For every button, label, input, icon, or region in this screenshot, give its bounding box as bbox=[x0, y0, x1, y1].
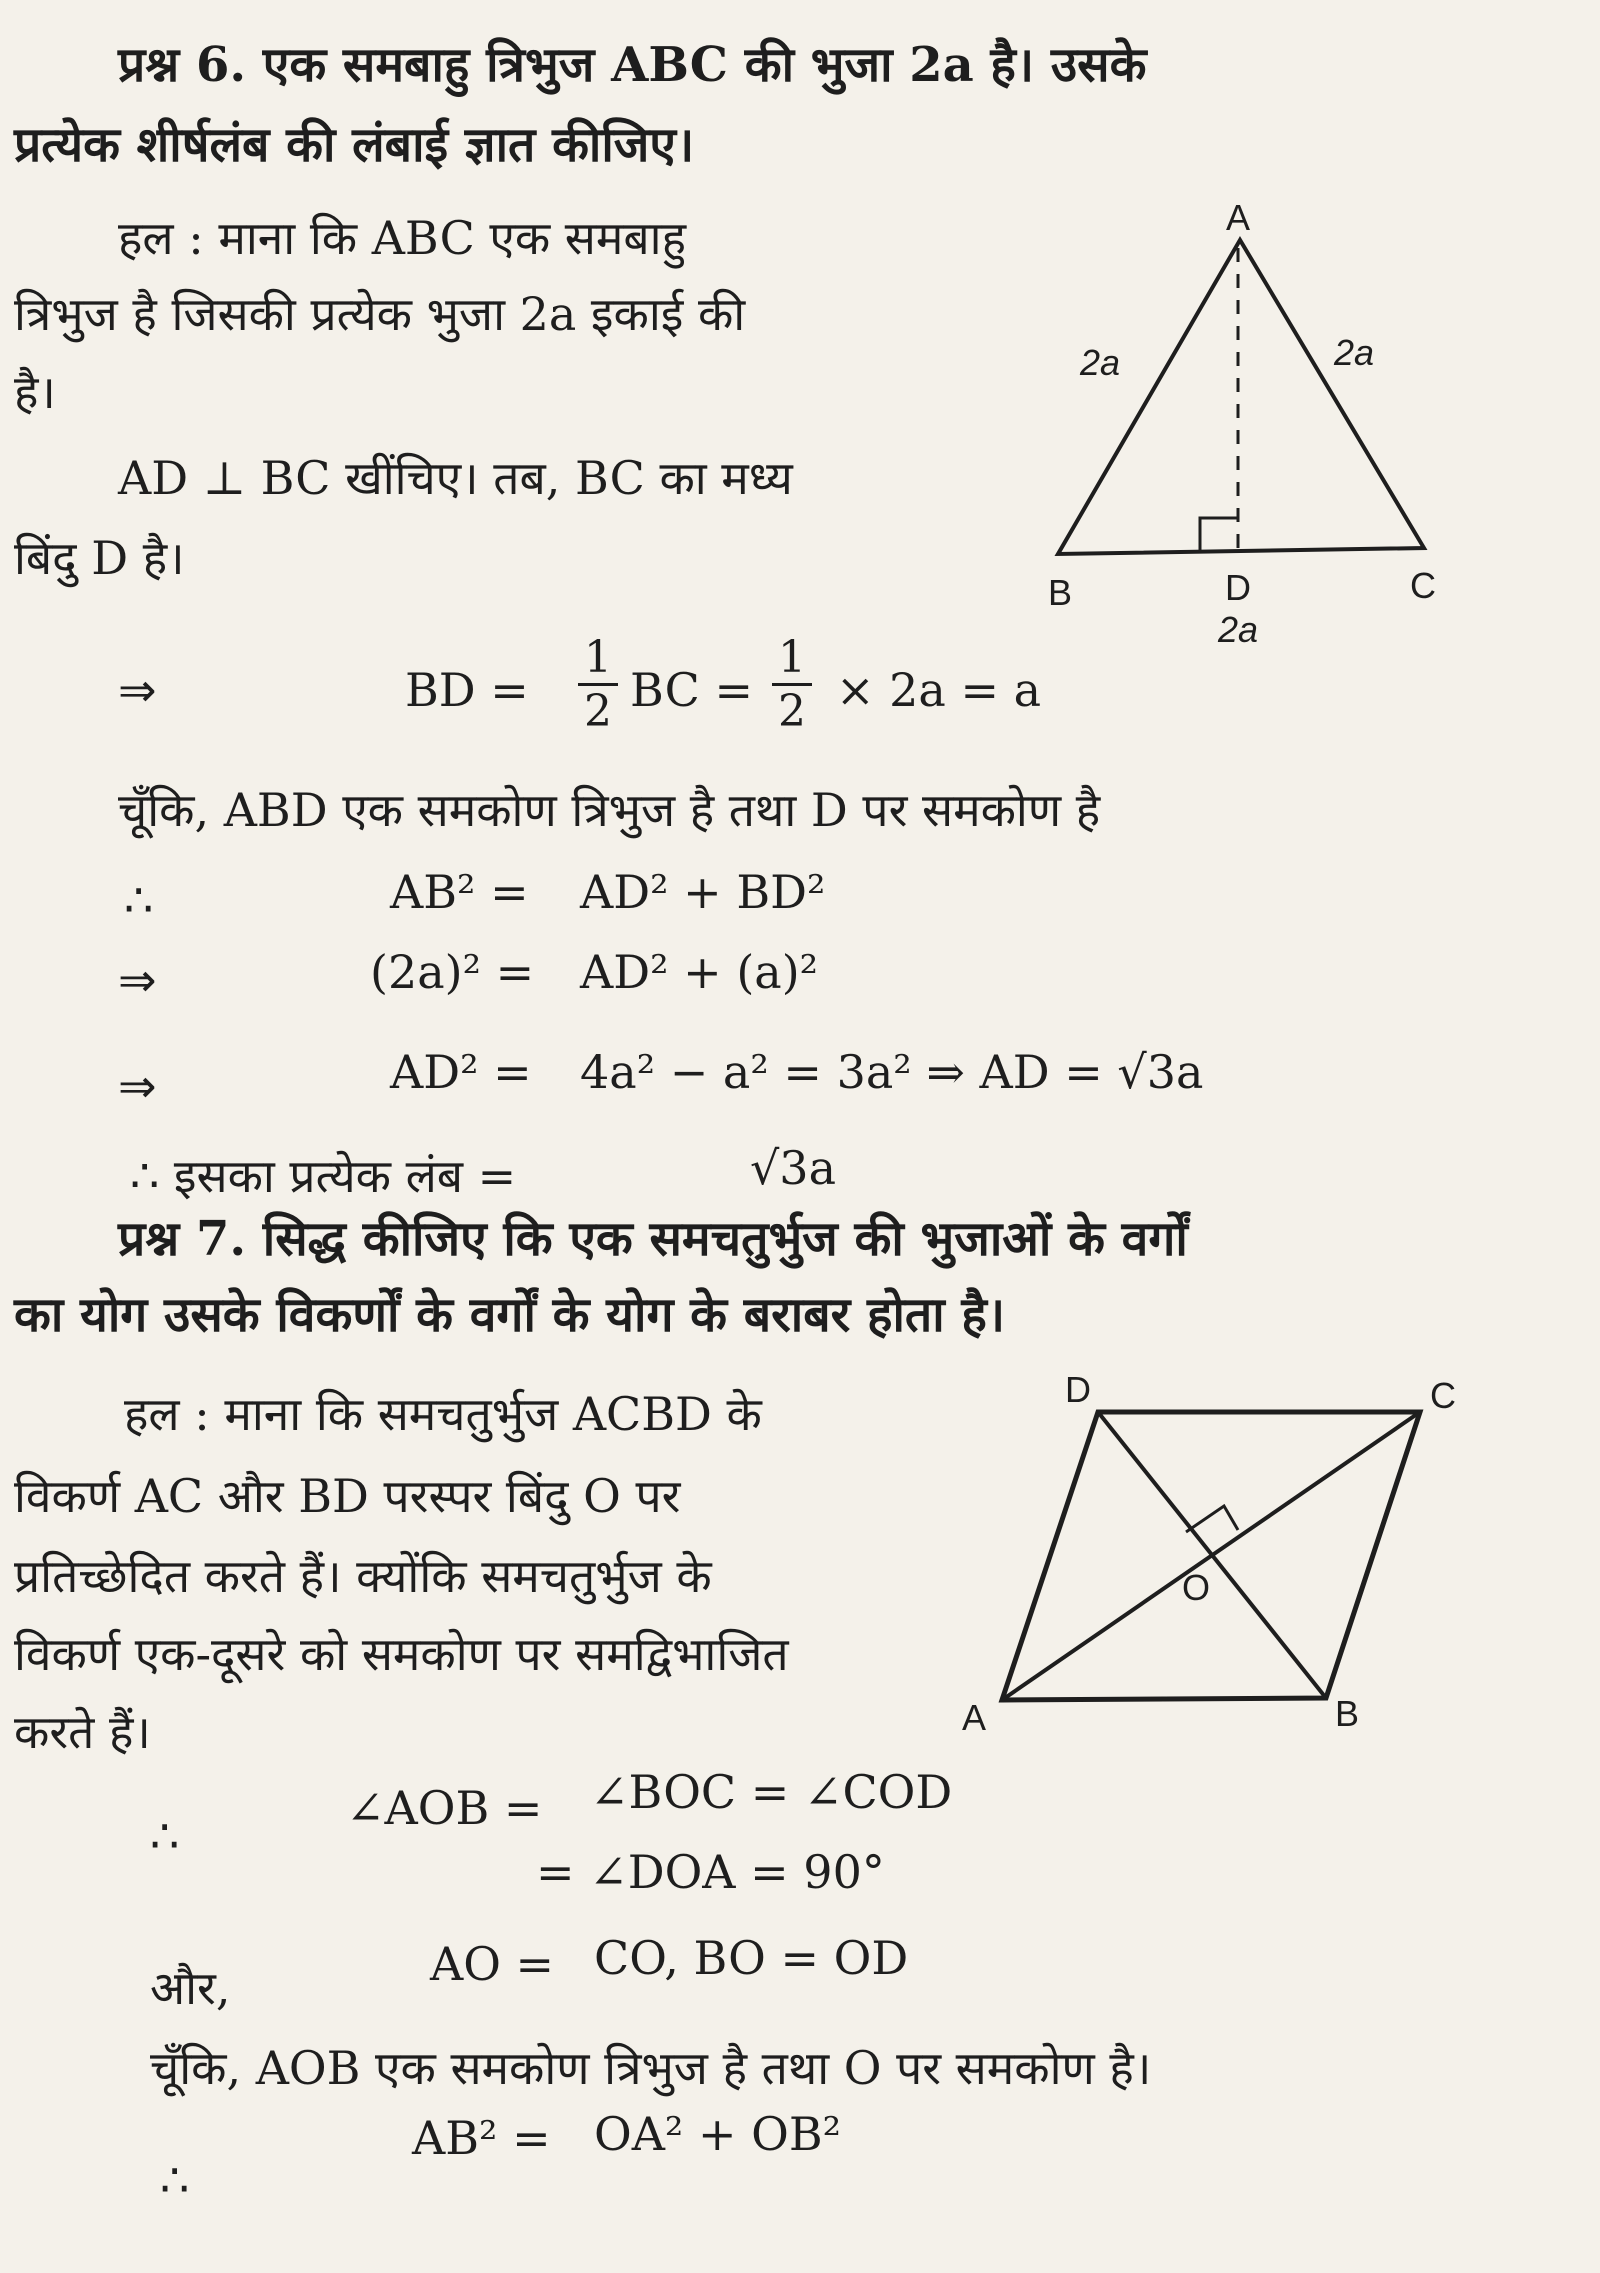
q6-solution-line1: हल : माना कि ABC एक समबाहु bbox=[118, 211, 687, 265]
q6-eq1-lhs: BD = bbox=[405, 663, 529, 717]
fraction1-denominator: 2 bbox=[584, 686, 612, 737]
q7-solution-line5: करते हैं। bbox=[14, 1705, 151, 1759]
q6-eq1-fraction2 bbox=[772, 632, 812, 737]
q6-eq4-rhs: 4a² − a² = 3a² ⇒ AD = √3a bbox=[580, 1045, 1204, 1099]
label-o: O bbox=[1182, 1567, 1211, 1608]
q6-eq3-arrow: ⇒ bbox=[118, 953, 157, 1007]
q6-eq4-lhs: AD² = bbox=[390, 1045, 532, 1099]
q7-eq2-rhs: CO, BO = OD bbox=[594, 1931, 909, 1985]
q7-title-line2: का योग उसके विकर्णों के वर्गों के योग के बराबर होता है। bbox=[14, 1287, 1006, 1343]
q7-eq3-therefore: ∴ bbox=[160, 2153, 190, 2207]
q7-eq2-lhs: AO = bbox=[430, 1937, 555, 1991]
q7-eq1-therefore: ∴ bbox=[150, 1809, 180, 1863]
q6-eq3-rhs: AD² + (a)² bbox=[580, 945, 819, 999]
q6-title-line1: प्रश्न 6. एक समबाहु त्रिभुज ABC की भुजा 2a है। उसके bbox=[118, 37, 1147, 93]
q6-eq4-arrow: ⇒ bbox=[118, 1059, 157, 1113]
right-angle-mark bbox=[1186, 1506, 1238, 1532]
label-a: A bbox=[962, 1697, 987, 1738]
q6-conclusion-value: √3a bbox=[750, 1141, 837, 1195]
label-d: D bbox=[1065, 1369, 1091, 1410]
fraction2-numerator: 1 bbox=[772, 632, 812, 686]
q6-title-line2: प्रत्येक शीर्षलंब की लंबाई ज्ञात कीजिए। bbox=[14, 117, 695, 173]
q7-title-line1: प्रश्न 7. सिद्ध कीजिए कि एक समचतुर्भुज की भुजाओं के वर्गों bbox=[118, 1211, 1188, 1267]
q6-eq2-therefore: ∴ bbox=[124, 873, 154, 927]
q6-solution-line4: AD ⊥ BC खींचिए। तब, BC का मध्य bbox=[118, 451, 793, 505]
q6-eq2-lhs: AB² = bbox=[390, 865, 529, 919]
q6-solution-line5: बिंदु D है। bbox=[14, 531, 185, 585]
q6-eq1-mid: BC = bbox=[630, 663, 754, 717]
fraction2-denominator: 2 bbox=[778, 686, 806, 737]
q6-conclusion-label: ∴ इसका प्रत्येक लंब = bbox=[130, 1149, 517, 1203]
q7-eq1-lhs: ∠AOB = bbox=[346, 1781, 543, 1835]
q6-eq1-rhs: × 2a = a bbox=[836, 663, 1042, 717]
q6-eq1-fraction1 bbox=[578, 632, 618, 737]
q7-solution-line4: विकर्ण एक-दूसरे को समकोण पर समद्विभाजित bbox=[14, 1627, 789, 1681]
triangle-diagram bbox=[1040, 200, 1480, 660]
label-right-side: 2a bbox=[1334, 332, 1375, 373]
rhombus-diagram bbox=[950, 1360, 1470, 1740]
label-c: C bbox=[1410, 565, 1436, 606]
label-b: B bbox=[1048, 572, 1073, 613]
right-angle-mark bbox=[1200, 518, 1238, 551]
q7-since-line: चूँकि, AOB एक समकोण त्रिभुज है तथा O पर समकोण है। bbox=[150, 2041, 1152, 2095]
fraction1-numerator: 1 bbox=[578, 632, 618, 686]
q7-eq3-rhs: OA² + OB² bbox=[594, 2107, 842, 2161]
q7-solution-line1: हल : माना कि समचतुर्भुज ACBD के bbox=[124, 1387, 762, 1441]
q6-eq3-lhs: (2a)² = bbox=[370, 945, 535, 999]
label-a: A bbox=[1226, 200, 1251, 238]
label-d: D bbox=[1225, 567, 1251, 608]
q7-solution-line2: विकर्ण AC और BD परस्पर बिंदु O पर bbox=[14, 1469, 681, 1523]
q7-eq3-lhs: AB² = bbox=[412, 2111, 551, 2165]
q6-solution-line3: है। bbox=[14, 365, 56, 419]
q7-eq1-rhs: ∠BOC = ∠COD bbox=[590, 1765, 953, 1819]
q6-eq1-arrow: ⇒ bbox=[118, 663, 157, 717]
diagonal-bd bbox=[1098, 1412, 1326, 1698]
q7-eq1b-rhs: = ∠DOA = 90° bbox=[536, 1845, 885, 1899]
q6-eq2-rhs: AD² + BD² bbox=[580, 865, 826, 919]
q7-eq2-and: और, bbox=[150, 1961, 231, 2015]
q6-solution-line2: त्रिभुज है जिसकी प्रत्येक भुजा 2a इकाई की bbox=[14, 287, 746, 341]
label-base: 2a bbox=[1218, 609, 1259, 650]
label-left-side: 2a bbox=[1080, 342, 1121, 383]
triangle-abc bbox=[1058, 240, 1424, 554]
label-c: C bbox=[1430, 1375, 1456, 1416]
label-b: B bbox=[1335, 1693, 1360, 1734]
q7-solution-line3: प्रतिच्छेदित करते हैं। क्योंकि समचतुर्भुज के bbox=[14, 1549, 712, 1603]
q6-since-line: चूँकि, ABD एक समकोण त्रिभुज है तथा D पर समकोण है bbox=[118, 783, 1101, 837]
